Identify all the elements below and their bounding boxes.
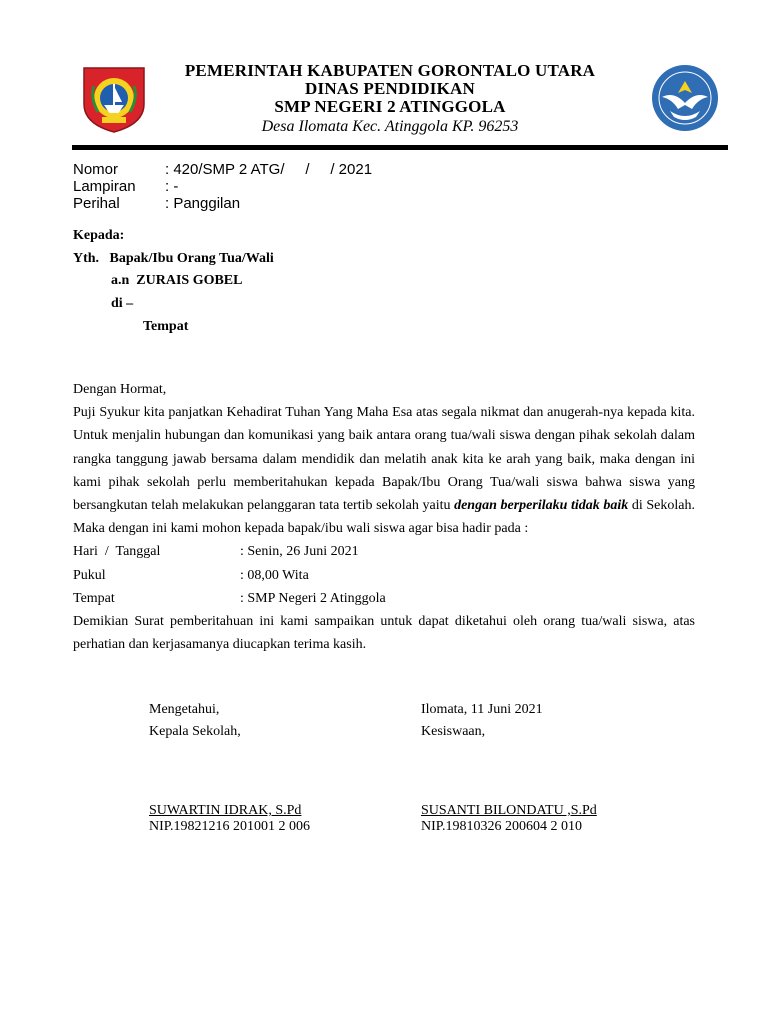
greeting: Dengan Hormat, <box>73 382 167 397</box>
letterhead-address: Desa Ilomata Kec. Atinggola KP. 96253 <box>261 118 519 135</box>
detail-row-day <box>73 540 695 563</box>
letter-body <box>73 378 695 656</box>
detail-key: Tempat <box>73 590 115 606</box>
signature-left-line1: Mengetahui, <box>149 702 220 717</box>
detail-key: Pukul <box>73 567 106 583</box>
closing-paragraph: Demikian Surat pemberitahuan ini kami sampaikan untuk dapat diketahui oleh orang tua/wali siswa, atas perhatian dan kerjasamanya diucapkan terima kasih. <box>73 614 695 653</box>
detail-value: : SMP Negeri 2 Atinggola <box>240 590 386 606</box>
detail-value: : Senin, 26 Juni 2021 <box>240 544 359 560</box>
body-paragraph <box>73 401 695 540</box>
signature-left-name-block <box>149 803 310 835</box>
letterhead-line-1: PEMERINTAH KABUPATEN GORONTALO UTARA <box>184 61 596 80</box>
meta-value: : - <box>165 178 179 195</box>
meta-value: : Panggilan <box>165 195 241 212</box>
recipient-kepada: Kepada: <box>73 228 125 243</box>
signature-right-name: SUSANTI BILONDATU ,S.Pd <box>421 803 597 818</box>
letter-meta <box>73 161 372 212</box>
letterhead <box>160 62 620 137</box>
header-divider <box>72 145 728 150</box>
meta-key: Nomor <box>73 161 119 178</box>
meta-row-perihal <box>73 195 372 212</box>
detail-value: : 08,00 Wita <box>240 567 309 583</box>
signature-left-nip: NIP.19821216 201001 2 006 <box>149 819 311 834</box>
signature-right-line2: Kesiswaan, <box>421 724 486 739</box>
meta-row-lampiran <box>73 178 372 195</box>
detail-key: Hari / Tanggal <box>73 544 161 560</box>
signature-right-nip: NIP.19810326 200604 2 010 <box>421 819 583 834</box>
detail-row-place <box>73 587 695 610</box>
signature-right-line1: Ilomata, 11 Juni 2021 <box>421 702 543 717</box>
detail-row-time <box>73 564 695 587</box>
meta-value: : 420/SMP 2 ATG/ / / 2021 <box>165 161 373 178</box>
recipient-yth: Yth. Bapak/Ibu Orang Tua/Wali <box>73 251 274 266</box>
paragraph-text: Puji Syukur kita panjatkan Kehadirat Tuhan Yang Maha Esa atas segala nikmat dan anugerah-nya kepada kita. Untuk menjalin hubungan dan komunikasi yang baik antara orang tua/wali siswa dengan pihak sekolah dalam rangka tanggung jawab bersama dalam mendidik dan melatih anak kita ke arah yang baik, maka dengan ini kami pihak sekolah perlu memberitahukan kepada Bapak/Ibu Orang Tua/wali siswa bahwa siswa yang bersangkutan telah melakukan pelanggaran tata tertib sekolah yaitu <box>73 405 695 514</box>
letterhead-line-3: SMP NEGERI 2 ATINGGOLA <box>274 97 506 116</box>
paragraph-text-end: di Sekolah. Maka dengan ini kami mohon kepada bapak/ibu wali siswa agar bisa hadir pada : <box>73 498 695 537</box>
violation-text: dengan berperilaku tidak baik <box>454 498 629 514</box>
signature-left-line2: Kepala Sekolah, <box>149 724 241 739</box>
meta-key: Lampiran <box>73 178 136 195</box>
gorontalo-utara-emblem-icon <box>80 62 148 134</box>
meta-row-nomor <box>73 161 372 178</box>
letterhead-line-2: DINAS PENDIDIKAN <box>305 79 475 98</box>
signature-left <box>149 699 241 743</box>
signature-right <box>421 699 543 743</box>
recipient-name: a.n ZURAIS GOBEL <box>111 273 243 288</box>
signature-left-name: SUWARTIN IDRAK, S.Pd <box>149 803 302 818</box>
recipient-di: di – <box>111 296 134 311</box>
recipient-tempat: Tempat <box>143 319 189 334</box>
tut-wuri-handayani-logo-icon <box>650 63 720 133</box>
signature-right-name-block <box>421 803 597 835</box>
meta-key: Perihal <box>73 195 120 212</box>
